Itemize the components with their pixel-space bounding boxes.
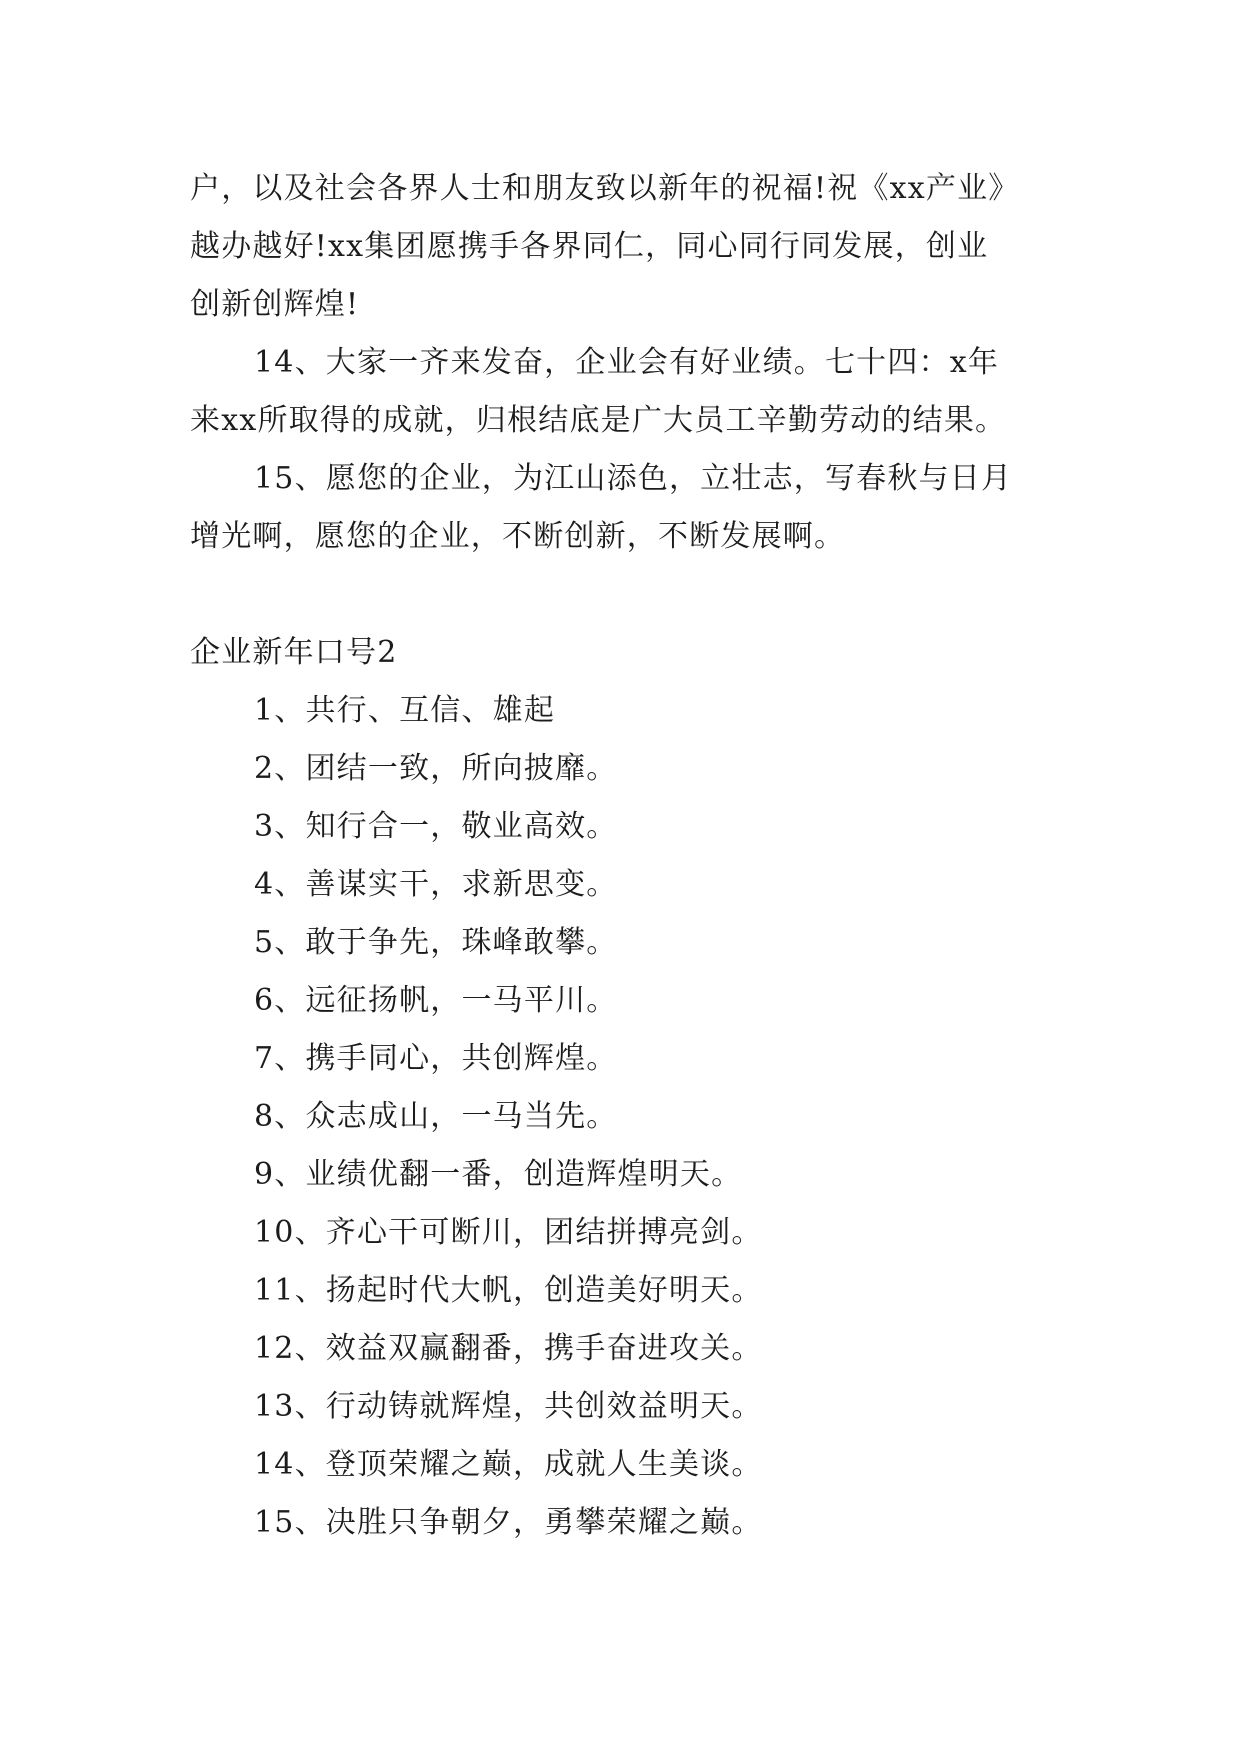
document-body (190, 160, 1050, 1552)
text-line: 15、愿您的企业，为江山添色，立壮志，写春秋与日月 (254, 461, 1013, 496)
text-line: 户，以及社会各界人士和朋友致以新年的祝福!祝《xx产业》 (190, 171, 1020, 206)
list-item: 9、业绩优翻一番，创造辉煌明天。 (254, 1157, 743, 1192)
text-line: 越办越好!xx集团愿携手各界同仁，同心同行同发展，创业 (190, 229, 989, 264)
list-item: 15、决胜只争朝夕，勇攀荣耀之巅。 (254, 1505, 763, 1540)
text-line: 14、大家一齐来发奋，企业会有好业绩。七十四：x年 (254, 345, 1000, 380)
text-line: 创新创辉煌! (190, 287, 360, 322)
paragraph-15 (190, 450, 1050, 566)
list-item: 6、远征扬帆，一马平川。 (254, 983, 618, 1018)
paragraph-14 (190, 334, 1050, 450)
list-item: 12、效益双赢翻番，携手奋进攻关。 (254, 1331, 763, 1366)
list-item: 4、善谋实干，求新思变。 (254, 867, 618, 902)
text-line: 增光啊，愿您的企业，不断创新，不断发展啊。 (190, 519, 846, 554)
list-item: 11、扬起时代大帆，创造美好明天。 (254, 1273, 763, 1308)
list-item: 3、知行合一，敬业高效。 (254, 809, 618, 844)
section-title: 企业新年口号2 (190, 635, 398, 670)
list-item: 14、登顶荣耀之巅，成就人生美谈。 (254, 1447, 763, 1482)
slogan-list (190, 682, 1050, 1552)
list-item: 7、携手同心，共创辉煌。 (254, 1041, 618, 1076)
list-item: 5、敢于争先，珠峰敢攀。 (254, 925, 618, 960)
continuation-paragraph (190, 160, 1050, 334)
text-line: 来xx所取得的成就，归根结底是广大员工辛勤劳动的结果。 (190, 403, 1007, 438)
list-item: 8、众志成山，一马当先。 (254, 1099, 618, 1134)
list-item: 13、行动铸就辉煌，共创效益明天。 (254, 1389, 763, 1424)
list-item: 2、团结一致，所向披靡。 (254, 751, 618, 786)
list-item: 10、齐心干可断川，团结拼搏亮剑。 (254, 1215, 763, 1250)
list-item: 1、共行、互信、雄起 (254, 693, 556, 728)
